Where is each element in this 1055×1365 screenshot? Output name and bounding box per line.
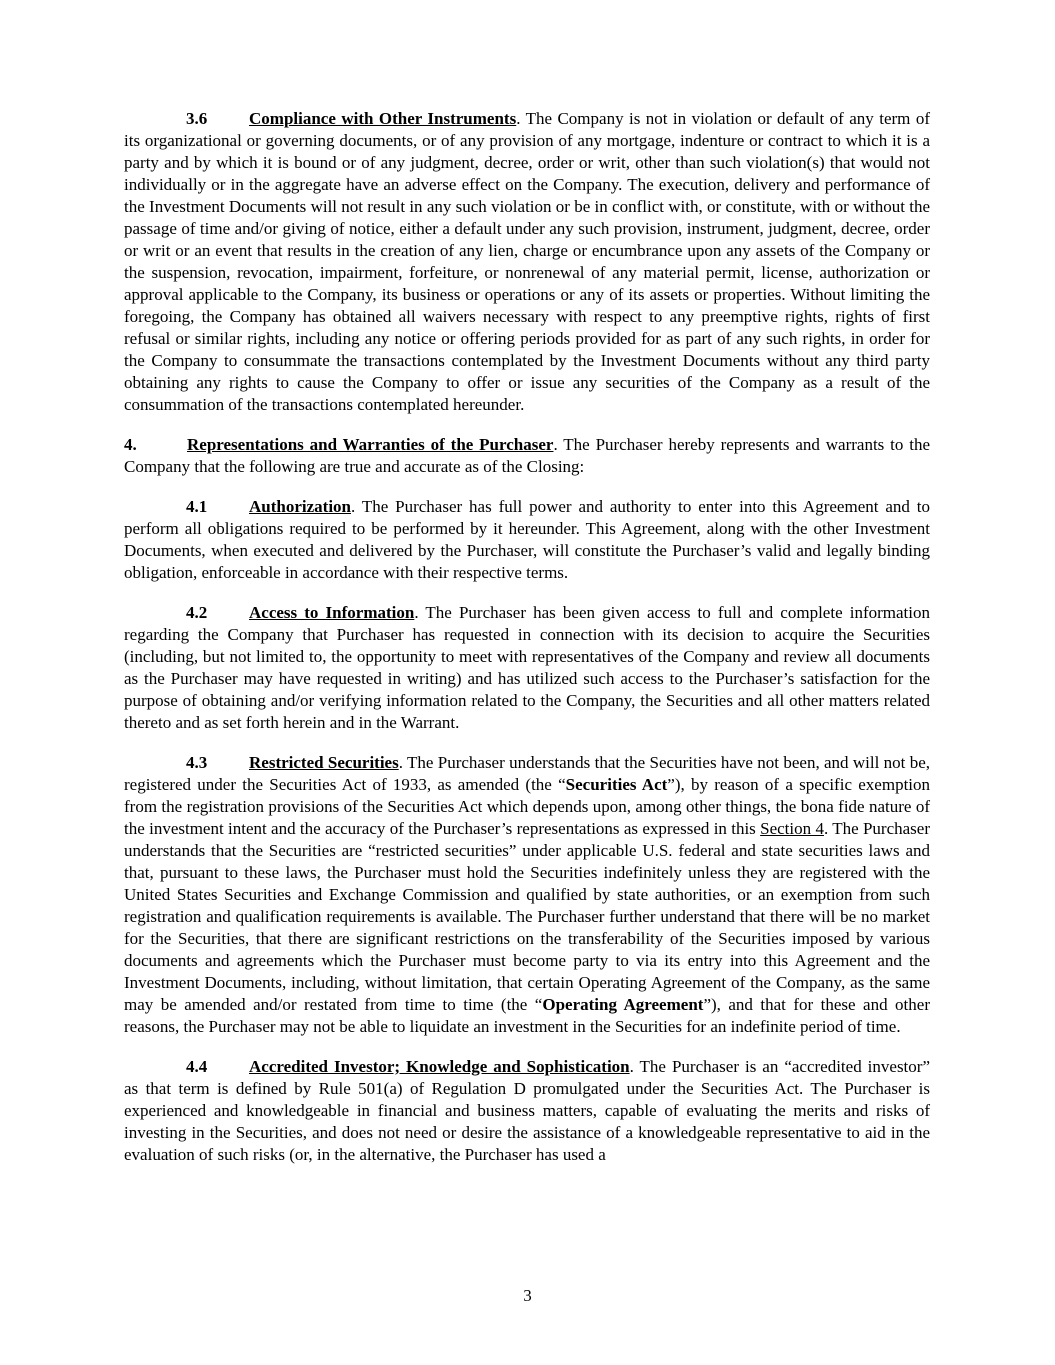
section-heading: Restricted Securities — [249, 753, 399, 772]
section-heading: Access to Information — [249, 603, 415, 622]
text-run: ”), by reason of a specific exemption from the registration provisions of the Securities Act which depends upon, among other things, the bona fide nature of the investment intent and the accuracy of the Purchaser’s representations as expressed in this — [124, 775, 931, 838]
text-run: Section 4 — [760, 819, 824, 838]
text-run: . The Purchaser understands that the Securities are “restricted securities” under applicable U.S. federal and state securities laws and that, pursuant to these laws, the Purchaser must hold the Securities indefinitely unless they are registered with the United States Securities and Exchange Commission and qualified by state authorities, or an exemption from such registration and qualification requirements is available. The Purchaser further understand that there will be no market for the Securities, that there are significant restrictions on the transferability of the Securities imposed by various documents and agreements which the Purchaser must become party to via its entry into this Agreement and the Investment Documents, including, without limitation, that certain Operating Agreement of the Company, as the same may be amended and/or restated from time to time (the “ — [124, 819, 931, 1014]
section-number: 4.2 — [186, 603, 208, 622]
section-number: 4.3 — [186, 753, 208, 772]
document-body — [124, 108, 930, 1166]
paragraph-4-2 — [124, 602, 930, 734]
text-run: . The Purchaser is an “accredited investor” as that term is defined by Rule 501(a) of Regulation D promulgated under the Securities Act. The Purchaser is experienced and knowledgeable in financial and business matters, capable of evaluating the merits and risks of investing in the Securities, and does not need or desire the assistance of a knowledgeable representative to aid in the evaluation of such risks (or, in the alternative, the Purchaser has used a — [124, 1057, 930, 1164]
text-run: . The Purchaser understands that the Securities have not been, and will not be, registered under the Securities Act of 1933, as amended (the “ — [124, 753, 930, 794]
paragraph-4 — [124, 434, 930, 478]
text-run: ”), and that for these and other reasons, the Purchaser may not be able to liquidate an investment in the Securities for an indefinite period of time. — [124, 995, 930, 1036]
text-run: Operating Agreement — [542, 995, 704, 1014]
section-number: 3.6 — [186, 109, 208, 128]
section-number: 4.1 — [186, 497, 208, 516]
text-run: Securities Act — [565, 775, 668, 794]
section-number: 4.4 — [186, 1057, 208, 1076]
section-heading: Authorization — [249, 497, 351, 516]
section-number: 4. — [124, 435, 137, 454]
page-number: 3 — [523, 1286, 532, 1305]
paragraph-4-3 — [124, 752, 930, 1038]
text-run: . The Purchaser has full power and authority to enter into this Agreement and to perform all obligations required to be performed by it hereunder. This Agreement, along with the other Investment Documents, when executed and delivered by the Purchaser, will constitute the Purchaser’s valid and legally binding obligation, enforceable in accordance with their respective terms. — [124, 497, 930, 582]
section-heading: Representations and Warranties of the Purchaser — [187, 435, 554, 454]
section-heading: Compliance with Other Instruments — [249, 109, 517, 128]
text-run: . The Purchaser hereby represents and warrants to the Company that the following are true and accurate as of the Closing: — [124, 435, 930, 476]
paragraph-4-1 — [124, 496, 930, 584]
paragraph-4-4 — [124, 1056, 930, 1166]
text-run: . The Purchaser has been given access to full and complete information regarding the Company that Purchaser has requested in connection with its decision to acquire the Securities (including, but not limited to, the opportunity to meet with representatives of the Company and review all documents as the Purchaser may have requested in writing) and has utilized such access to the Purchaser’s satisfaction for the purpose of obtaining and/or verifying information related to the Company, the Securities and all other matters related thereto and as set forth herein and in the Warrant. — [124, 603, 930, 732]
section-heading: Accredited Investor; Knowledge and Sophistication — [249, 1057, 630, 1076]
text-run: . The Company is not in violation or default of any term of its organizational or governing documents, or of any provision of any mortgage, indenture or contract to which it is a party and by which it is bound or of any judgment, decree, order or writ, other than such violation(s) that would not individually or in the aggregate have an adverse effect on the Company. The execution, delivery and performance of the Investment Documents will not result in any such violation or be in conflict with, or constitute, with or without the passage of time and/or giving of notice, either a default under any such provision, instrument, judgment, decree, order or writ or an event that results in the creation of any lien, charge or encumbrance upon any assets of the Company or the suspension, revocation, impairment, forfeiture, or nonrenewal of any material permit, license, authorization or approval applicable to the Company, its business or operations or any of its assets or properties. Without limiting the foregoing, the Company has obtained all waivers necessary with respect to any preemptive rights, rights of first refusal or similar rights, including any notice or offering periods provided for as part of any such rights, in order for the Company to consummate the transactions contemplated by the Investment Documents without any third party obtaining any rights to cause the Company to offer or issue any securities of the Company as a result of the consummation of the transactions contemplated hereunder. — [124, 109, 930, 414]
paragraph-3-6 — [124, 108, 930, 416]
